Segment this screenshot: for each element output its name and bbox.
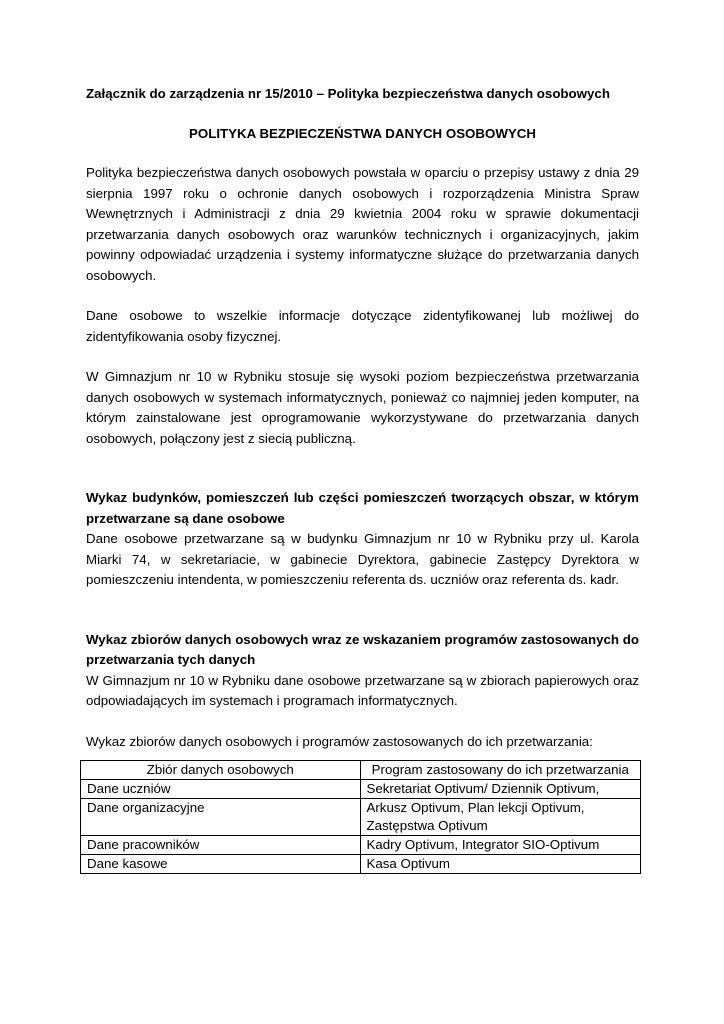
column-header-set: Zbiór danych osobowych [81, 761, 361, 780]
table-row [81, 836, 641, 855]
intro-paragraph-2: Dane osobowe to wszelkie informacje dotyczące zidentyfikowanej lub możliwej do zidentyfikowania osoby fizycznej. [86, 308, 639, 344]
data-sets-table [80, 760, 641, 874]
table-header-row [81, 761, 641, 780]
cell-program: Kasa Optivum [360, 855, 641, 874]
table-row [81, 780, 641, 799]
cell-set: Dane uczniów [81, 780, 361, 799]
cell-set: Dane kasowe [81, 855, 361, 874]
table-row [81, 799, 641, 836]
table-row [81, 855, 641, 874]
buildings-body: Dane osobowe przetwarzane są w budynku Gimnazjum nr 10 w Rybniku przy ul. Karola Miarki 74, w sekretariacie, w gabinecie Dyrektora, gabinecie Zastępcy Dyrektora w pomieszczeniu intendenta, w pomieszczeniu referenta ds. uczniów oraz referenta ds. kadr. [86, 531, 639, 587]
table-intro: Wykaz zbiorów danych osobowych i programów zastosowanych do ich przetwarzania: [86, 733, 593, 749]
cell-program: Kadry Optivum, Integrator SIO-Optivum [360, 836, 641, 855]
buildings-heading: Wykaz budynków, pomieszczeń lub części pomieszczeń tworzących obszar, w którym przetwarzane są dane osobowe [86, 490, 639, 526]
cell-program: Sekretariat Optivum/ Dziennik Optivum, [360, 780, 641, 799]
cell-program: Arkusz Optivum, Plan lekcji Optivum, Zastępstwa Optivum [360, 799, 641, 836]
intro-paragraph-1: Polityka bezpieczeństwa danych osobowych powstała w oparciu o przepisy ustawy z dnia 29 sierpnia 1997 roku o ochronie danych osobowych i rozporządzenia Ministra Spraw Wewnętrznych i Administracji z dnia 29 kwietnia 2004 roku w sprawie dokumentacji przetwarzania danych osobowych oraz warunków technicznych i organizacyjnych, jakim powinny odpowiadać urządzenia i systemy informatyczne służące do przetwarzania danych osobowych. [86, 165, 639, 283]
main-title: POLITYKA BEZPIECZEŃSTWA DANYCH OSOBOWYCH [189, 125, 536, 141]
sets-heading: Wykaz zbiorów danych osobowych wraz ze wskazaniem programów zastosowanych do przetwarzania tych danych [86, 631, 639, 667]
document-page [86, 84, 639, 752]
annex-title: Załącznik do zarządzenia nr 15/2010 – Polityka bezpieczeństwa danych osobowych [86, 86, 610, 101]
intro-paragraph-3: W Gimnazjum nr 10 w Rybniku stosuje się wysoki poziom bezpieczeństwa przetwarzania danych osobowych w systemach informatycznych, ponieważ co najmniej jeden komputer, na którym zainstalowane jest oprogramowanie wykorzystywane do przetwarzania danych osobowych, połączony jest z siecią publiczną. [86, 369, 639, 446]
cell-set: Dane organizacyjne [81, 799, 361, 836]
column-header-program: Program zastosowany do ich przetwarzania [360, 761, 641, 780]
sets-body: W Gimnazjum nr 10 w Rybniku dane osobowe przetwarzane są w zbiorach papierowych oraz odpowiadających im systemach i programach informatycznych. [86, 672, 639, 708]
cell-set: Dane pracowników [81, 836, 361, 855]
